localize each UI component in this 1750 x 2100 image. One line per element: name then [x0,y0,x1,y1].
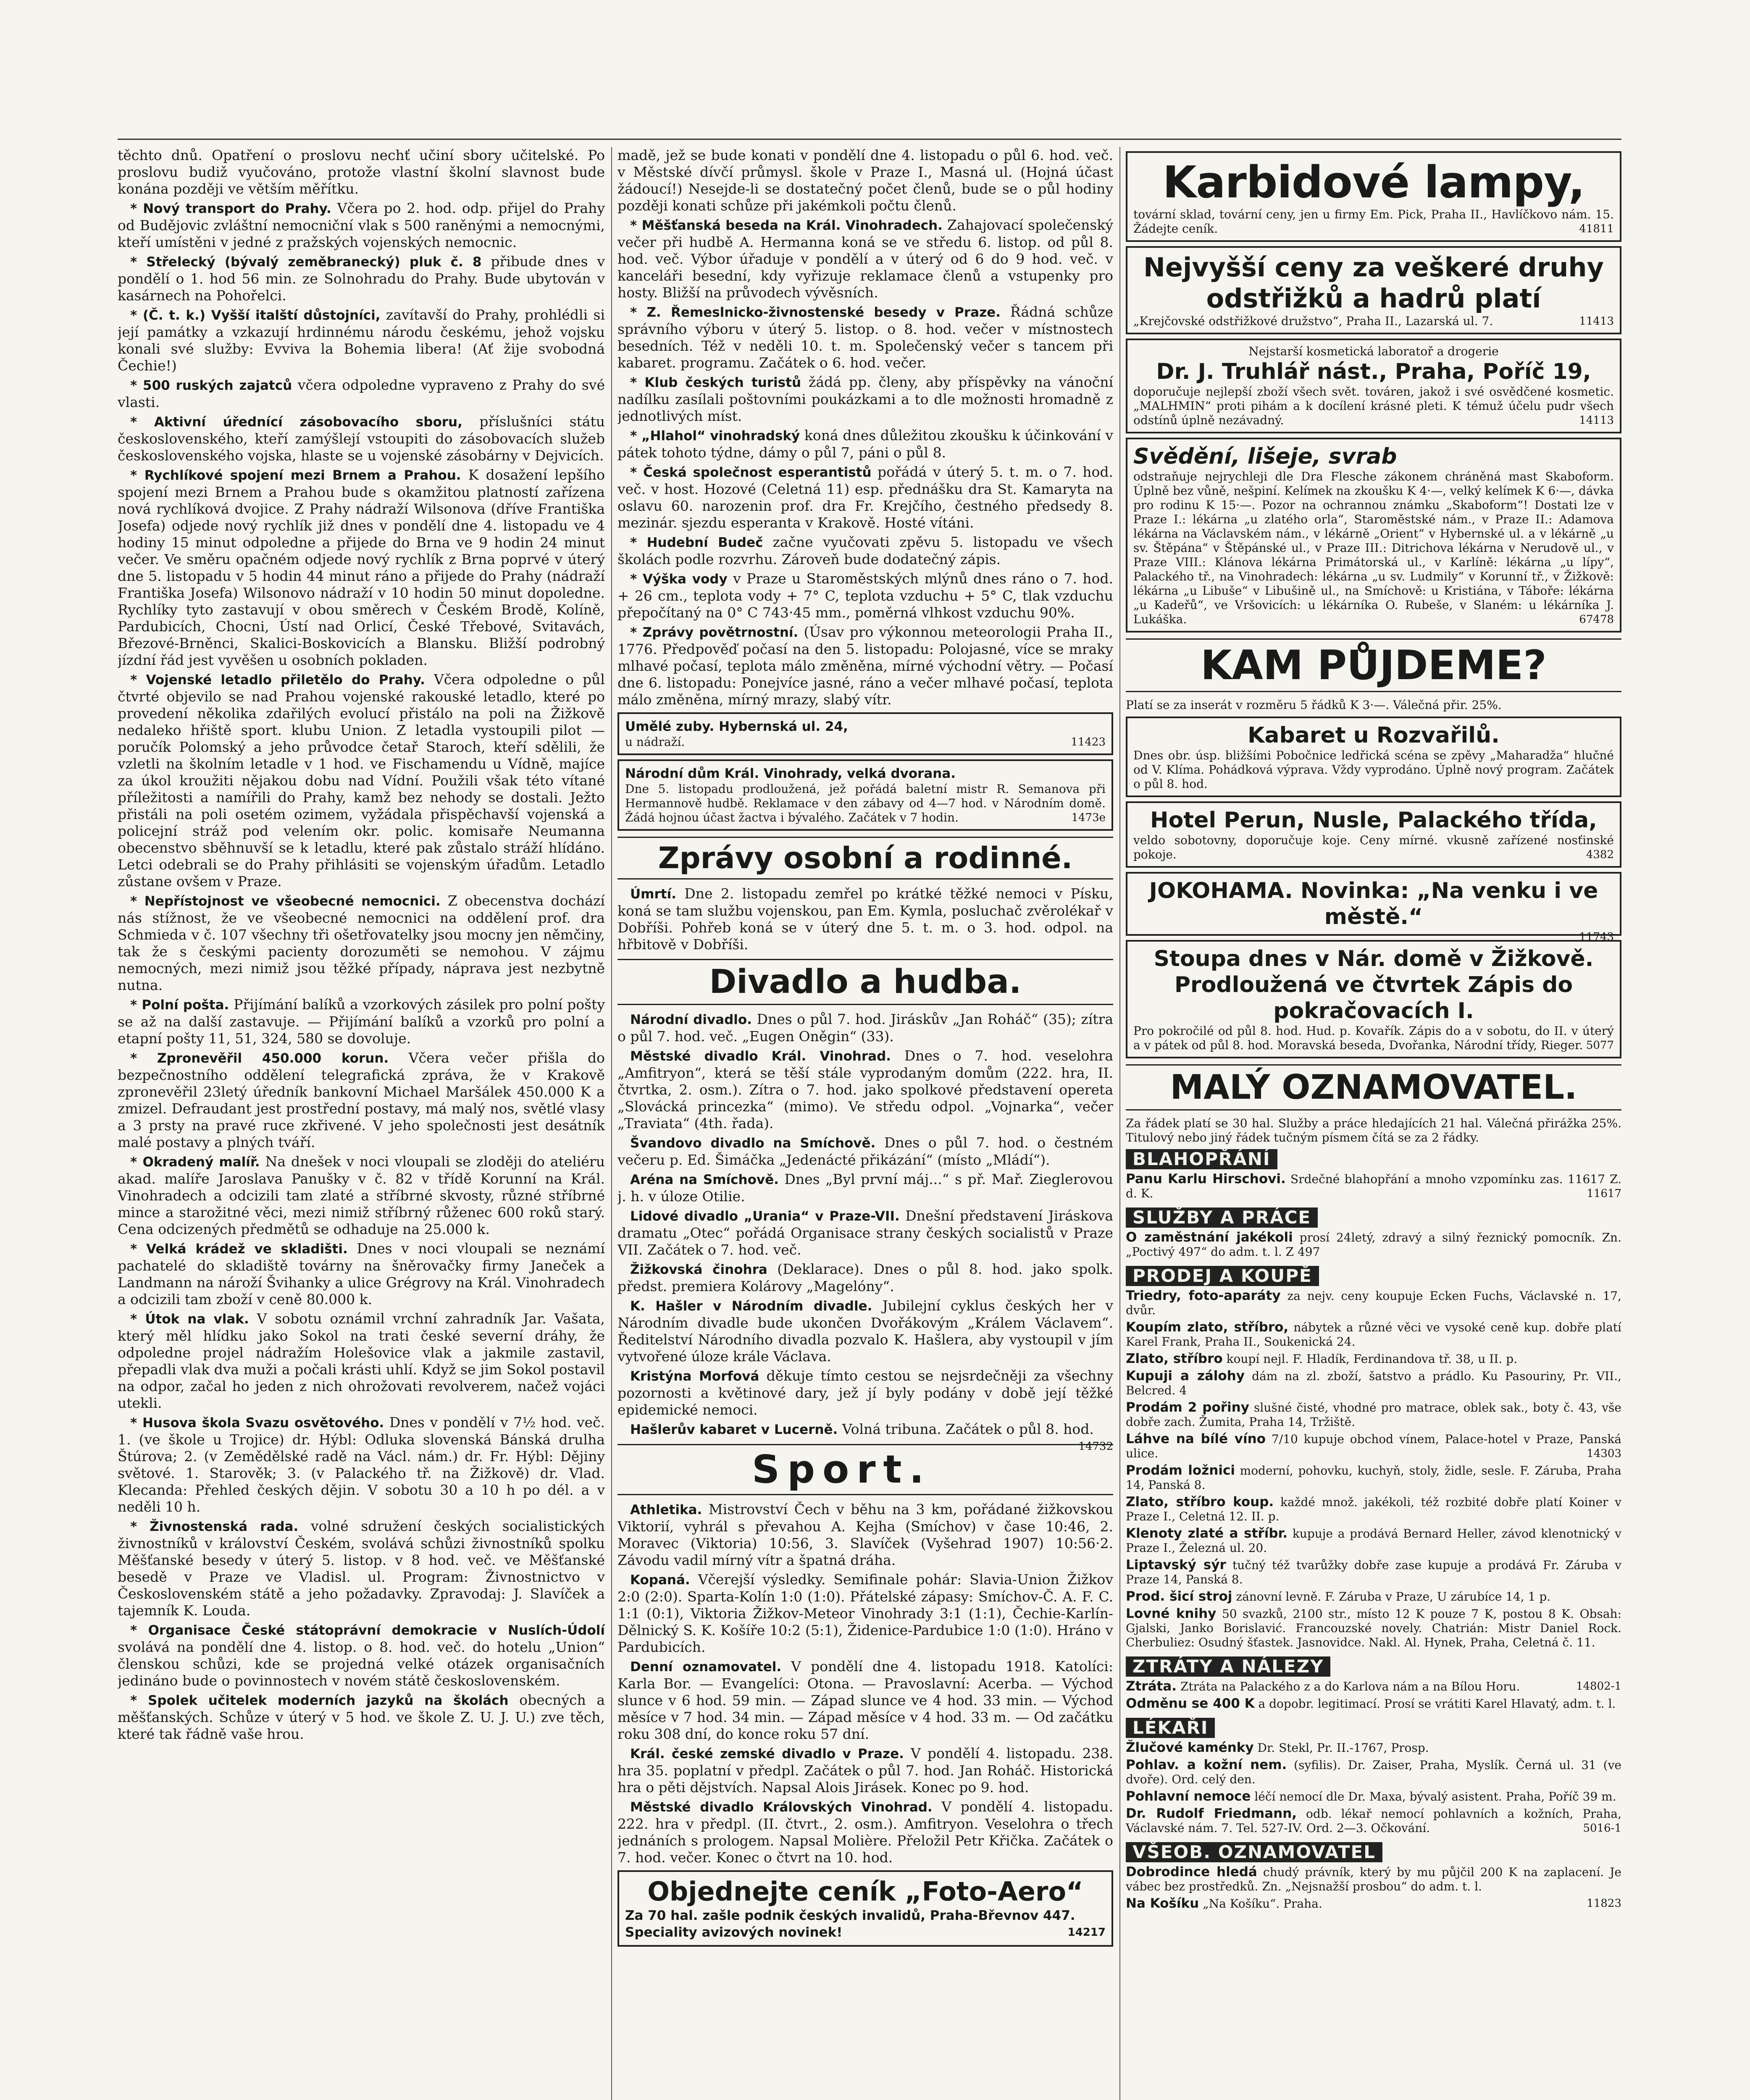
news-item [617,217,1113,301]
news-item-heading: * Zprávy povětrnostní. [630,625,799,640]
column-3 [1126,147,1621,2100]
personal-news-heading: Zprávy osobní a rodinné. [617,837,1113,879]
news-item [617,534,1113,568]
news-item-heading: * Husova škola Svazu osvětového. [130,1415,384,1431]
sport-news [617,1501,1113,1656]
theatre-programme [617,1745,1113,1866]
theatre-item-text: Volná tribuna. Začátek o půl 8. hod. [842,1421,1094,1437]
news-item-text: koná dnes důležitou zkoušku k účinkování v pátek tohoto týdne, dámy o půl 7, páni o půl 8. [617,427,1113,461]
classified-ad [1126,1400,1621,1429]
karbid-ad-number: 41811 [1579,223,1614,235]
news-item-text: Dnes v noci vloupali se neznámí pachatelé do skladiště továrny na šněrovačky firmy Janeček a Landmann na nároží Švihanky a ulice Grégrovy na Král. Vinohradech a odcizili tam zboží v ceně 80.000 k. [118,1240,605,1307]
news-item-text: Včera odpoledne o půl čtvrté objevilo se nad Prahou vojenské rakouské letadlo, které po provedení několika zdařilých evolucí přistálo na poli na Žižkově nedaleko hřiště sport. klubu Union. Z letadla vystoupili pilot — poručík Polomský a jeho průvodce četař Staroch, kteří sdělili, že vzletli na školním letadle v 1 hod. ve Fischamendu u Vídně, majíce za úkol kroužiti nějakou dobu nad Vídní. Použili však této vítané příležitosti a namířili do Prahy, kamž bez nehody se dostali. Ježto přistáli na poli osetém ozimem, vyžádala přispěchavší vojenská a policejní stráž pod velením okr. polic. komisaře Neumanna obecenstvo sběhnuvší se k letadlu, které pak zůstalo stráží hlídáno. Letci odebrali se do Prahy přihlásiti se vojenským úřadům. Letadlo zůstane ovšem v Praze. [118,671,605,890]
news-item-text: v Praze u Staroměstských mlýnů dnes ráno o 7. hod. + 26 cm., teplota vody + 7° C, teplota vzduchu + 5° C, tlak vzduchu přepočítaný na 0° C 743·45 mm., poměrná vlhkost vzduchu 90%. [617,570,1113,621]
news-item [118,1692,605,1743]
classified-ad-heading: Na Košíku [1126,1896,1199,1911]
theatre-item-heading: Lidové divadlo „Urania“ v Praze-VII. [630,1209,900,1224]
news-item-text: Včera večer přišla do bezpečnostního oddělení telegrafická zpráva, že v Krakově zpronevěřil 23letý úředník bankovní Michael Maršálek 450.000 K a zmizel. Defraudant jest prostřední postavy, má malý nos, světlé vlasy a 3 prsty na pravé ruce zkřivené. V jeho společnosti jest desátník malé postavy a plných tváří. [118,1050,605,1150]
news-item-heading: * Hudební Budeč [630,535,763,550]
classified-ad-text: tučný též tvarůžky dobře zase kupuje a prodává Fr. Záruba v Praze 14, Panská 8. [1126,1558,1621,1586]
news-item-text: začne vyučovati zpěvu 5. listopadu ve všech školách podle rozvrhu. Zároveň bude dodatečný zápis. [617,534,1113,567]
theatre-item [617,1297,1113,1365]
news-item [118,413,605,464]
entertainment-ad [1126,940,1621,1058]
news-item-heading: * Útok na vlak. [130,1312,249,1327]
karbid-ad-body: tovární sklad, tovární ceny, jen u firmy Em. Pick, Praha II., Havlíčkovo nám. 15. Žádejte ceník. [1133,207,1614,236]
news-item-heading: * Klub českých turistů [630,375,801,390]
skaboform-ad-body: odstraňuje nejrychleji dle Dra Flesche zákonem chráněná mast Skaboform. Úplně bez vůně, nešpiní. Kelímek na zkoušku K 4·—, velký kelímek K 6·—, dávka pro rodinu K 15·—. Pozor na ochrannou známku „Skaboform“! Dostati lze v Praze I.: lékárna „u zlatého orla“, Staroměstské nám., v Praze II.: Adamova lékárna na Václavském nám., v lékárně „Orient“ v Hybernské ul. a v lékárně „u sv. Štěpána“ v Štěpánské ul., v Praze III.: Ditrichova lékárna v Nerudově ul., v Praze VIII.: Klánova lékárna Primátorská ul., v Karlíně: lékárna „u lípy“, Palackého tř., na Vinohradech: lékárna „u sv. Ludmily“ v Korunní tř., v Žižkově: lékárna „u Libuše“ v Libušině ul., na Smíchově: u Kristiána, v Táboře: lékárna „u Kadeřů“, ve Vršovicích: u lékárníka O. Rubeše, v Slaném: u lékárníka J. Lukáška. [1133,470,1614,626]
classified-ad-heading: Prodám ložnici [1126,1463,1235,1478]
column-divider [1119,147,1120,2100]
news-item-text: svolává na pondělí dne 4. listop. o 8. hod. več. do hotelu „Union“ členskou schůzi, kde se projedná velké otázek organisačních jedináno bude o povinnostech v novém státě československém. [118,1639,605,1689]
entertainment-ad-number: 5077 [1586,1039,1614,1052]
classified-ad [1126,1589,1621,1604]
classified-ad-heading: Ztráta. [1126,1679,1177,1694]
theatre-item [617,1208,1113,1258]
news-item-text: Z obecenstva dochází nás stížnost, že ve všeobecné nemocnici na oddělení prof. dra Schmieda v č. 107 všechny tři ošetřovatelky jsou mocny jen němčiny, tak že s českými pacienty dorozuměti se nemohou. V zájmu nemocných, mezi nimiž jsou těžké případy, náprava jest nezbytně nutna. [118,892,605,993]
news-item [118,467,605,669]
news-item [118,1622,605,1689]
entertainment-ad-title: Stoupa dnes v Nár. domě v Žižkově. Prodloužená ve čtvrtek Zápis do pokračovacích I. [1154,946,1594,1024]
karbid-ad [1126,151,1621,242]
column-1-articles [118,200,605,1743]
classified-ad-heading: Prod. šicí stroj [1126,1589,1232,1604]
news-item-text: zavítavší do Prahy, prohlédli si její památky a vzkazují hrdinnému národu českému, jehož vojsku konali své služby: Evviva la Bohemia libera! (Ať žije svobodná Čechie!) [118,307,605,374]
classified-category-banner: PRODEJ A KOUPĚ [1126,1266,1319,1286]
entertainment-ad-title: JOKOHAMA. Novinka: „Na venku i ve městě.“ [1149,878,1598,929]
classified-ad-heading: Láhve na bílé víno [1126,1431,1266,1446]
entertainment-ad-text [1133,833,1614,862]
news-item-text: Zahajovací společenský večer při hudbě A. Hermanna koná se ve středu 6. listop. od půl 8. hod. več. Výbor úřaduje v pondělí a v úterý od 6 do 9 hod. več. v kanceláři besední, kdy vyřizuje reklamace členů a vstupenky pro hosty. Bližší na průvodech vývěsních. [617,217,1113,301]
display-ad-number: 11423 [1071,736,1106,748]
theatre-item-heading: Městské divadlo Král. Vinohrad. [630,1049,891,1064]
theatre-item-heading: Žižkovská činohra [630,1262,767,1277]
classified-ad-number: 14303 [1587,1447,1621,1460]
news-item-heading: * Výška vody [630,572,728,587]
programme-item-heading: Král. české zemské divadlo v Praze. [630,1746,904,1761]
classified-ad-heading: Dobrodince hledá [1126,1864,1257,1880]
news-item [617,427,1113,461]
news-item-text: pořádá v úterý 5. t. m. o 7. hod. več. v host. Hozové (Celetná 11) esp. přednášku dra St. Kamaryta na oslavu 60. narozenin prof. dra Fr. Krejčího, čestného předsedy 8. mezinár. sjezdu esperanta v Krakově. Hosté vítáni. [617,464,1113,531]
classified-ad-text: 50 svazků, 2100 str., místo 12 K pouze 7 K, postou 8 K. Obsah: Gjalski, Janko Borislavić. Francouzské novely. Chatrián: Mistr Daniel Rock. Cherbuliez: Osudný šťastek. Jasnovidce. Nakl. Al. Hynek, Praha, Celetná č. 11. [1126,1607,1621,1649]
entertainment-ad-body: Dnes obr. úsp. bližšími Pobočnice ledřická scéna se zpěvy „Maharadža“ hlučné od V. Klíma. Pohádková výprava. Vždy vyprodáno. Úplně nový program. Začátek o půl 8. hod. [1133,748,1614,791]
sport-heading: Sport. [617,1444,1113,1495]
skaboform-ad-title: Svědění, lišeje, svrab [1133,444,1397,469]
theatre-item-text: Dnešní představení Jiráskova dramatu „Otec“ pořádá Organisace strany českých socialistů v Praze VII. Začátek o 7. hod. več. [617,1208,1113,1258]
theatre-item [617,1171,1113,1205]
news-item [617,374,1113,425]
programme-item [617,1798,1113,1866]
theatre-heading: Divadlo a hudba. [617,959,1113,1005]
news-item-heading: * Rychlíkové spojení mezi Brnem a Prahou. [130,468,461,483]
news-item [118,892,605,994]
hadry-ad-number: 11413 [1579,315,1614,328]
entertainment-ad [1126,801,1621,868]
classified-category-banner: BLAHOPŘÁNÍ [1126,1149,1277,1169]
classified-ad [1126,1865,1621,1894]
theatre-item-heading: Hašlerův kabaret v Lucerně. [630,1422,838,1437]
skaboform-ad-number: 67478 [1579,613,1614,626]
news-item-text: Na dnešek v noci vloupali se zloději do ateliéru akad. malíře Jaroslava Panušky v č. 82 v třídě Korunní na Král. Vinohradech a odcizili tam zlaté a stříbrné skvosty, různé stříbrné mince a starožitné věci, mezi nimiž stříbrný růženec 600 roků starý. Cena odcizených předmětů se odhaduje na 25.000 k. [118,1153,605,1237]
news-item [617,624,1113,708]
entertainment-ad-number: 4382 [1586,848,1614,861]
theatre-news [617,1011,1113,1453]
classified-ad [1126,1679,1621,1694]
classified-ad [1126,1806,1621,1835]
news-item [118,200,605,251]
news-item-heading: * Česká společnost esperantistů [630,465,872,480]
classified-ad-text: nábytek a různé věci ve vysoké ceně kup. dobře platí Karel Frank, Praha II., Soukenická 24. [1126,1320,1621,1349]
sport-item-text: Včerejší výsledky. Semifinale pohár: Slavia-Union Žižkov 2:0 (2:0). Sparta-Kolín 1:0 (1:0). Přátelské zápasy: Smíchov-Č. A. F. C. 1:1 (0:1), Viktoria Žižkov-Meteor Vinohrady 3:1 (1:1), Čechie-Karlín-Dělnický S. K. Košíře 10:2 (5:1), Židenice-Pardubice 1:0 (1:0). Hráno v Pardubicích. [617,1571,1113,1655]
column-1 [118,147,605,2100]
classified-ad-heading: Odměnu se 400 K [1126,1696,1255,1711]
news-item-text: včera odpoledne vypraveno z Prahy do své vlasti. [118,377,605,410]
entertainment-ad [1126,872,1621,943]
classified-ad-text: odb. lékař nemocí pohlavních a kožních, Praha, Václavské nám. 7. Tel. 527-IV. Ord. 2—3. Očkování. [1126,1807,1621,1835]
truhlar-ad-kicker: Nejstarší kosmetická laboratoř a drogerie [1248,344,1499,358]
news-item-heading: * Spolek učitelek moderních jazyků na školách [130,1693,509,1708]
classified-ad [1126,1789,1621,1804]
news-item-heading: * Aktivní úřednící zásobovacího sboru, [130,415,462,430]
personal-item-heading: Úmrtí. [630,887,676,902]
theatre-item-heading: Aréna na Smíchově. [630,1172,779,1187]
top-rule [118,139,1621,140]
maly-oznamovatel-heading: MALÝ OZNAMOVATEL. [1126,1064,1621,1110]
display-ad-body: Dne 5. listopadu prodloužená, jež pořádá baletní mistr R. Semanova při Hermannově hudbě. Reklamace v den zábavy od 4—7 hod. v Národním domě. Žádá hojnou účast žactva i bývalého. Začátek v 7 hodin. [625,782,1106,824]
karbid-ad-text [1133,207,1614,236]
theatre-item-text: Jubilejní cyklus českých her v Národním divadle bude ukončen Dvořákovým „Králem Václavem“. Ředitelství Národního divadla pozvalo K. Hašlera, aby vystoupil v jím vytvořené úloze krále Václava. [617,1297,1113,1365]
theatre-item [617,1134,1113,1168]
classified-ad-heading: O zaměstnání jakékoli [1126,1230,1293,1245]
cenik-ad-tagline [625,1924,1106,1941]
theatre-item-text: (Deklarace). Dnes o půl 8. hod. jako spolk. předst. premiera Kolárovy „Magelóny“. [617,1261,1113,1294]
news-item [118,1153,605,1238]
classified-ad-heading: Liptavský sýr [1126,1557,1226,1572]
karbid-ad-title: Karbidové lampy, [1162,157,1585,208]
theatre-item-heading: K. Hašler v Národním divadle. [630,1299,872,1314]
programme-item-text: V pondělí 4. listopadu. 222. hra v předpl. (II. čtvrt., 2. osm.). Amfitryon. Veselohra o třech jednáních s prologem. Napsal Molière. Přeložil Petr Křička. Začátek o 7. hod. večer. Konec o čtvrt na 10. hod. [617,1798,1113,1866]
theatre-item-heading: Národní divadlo. [630,1012,752,1027]
truhlar-ad-body: doporučuje nejlepší zboží všech svět. továren, jakož i své osvědčené kosmetic. „MALHMIN“ proti pihám a k docílení krásné pleti. K témuž účelu pudr všech odstínů úplně nezávadný. [1133,385,1614,427]
classified-ad-text: (syfilis). Dr. Zaiser, Praha, Myslík. Černá ul. 31 (ve dvoře). Ord. celý den. [1126,1758,1621,1786]
classified-ad-number: 5016-1 [1583,1822,1621,1835]
classified-ad-text: zánovní levně. F. Záruba v Praze, U zárubíce 14, 1 p. [1236,1590,1551,1604]
news-item-heading: * Zpronevěřil 450.000 korun. [130,1051,389,1066]
display-ad-number: 1473e [1071,811,1106,824]
entertainment-ad-body: Pro pokročilé od půl 8. hod. Hud. p. Kovařík. Zápis do a v sobotu, do II. v úterý a v pátek od půl 8. hod. Moravská beseda, Dvořanka, Národní třídy, Rieger. [1133,1024,1614,1052]
classified-ad-number: 14802-1 [1576,1680,1621,1693]
sport-item [617,1501,1113,1569]
display-ad-body: u nádraží. [625,735,685,749]
classified-ad-text: dám na zl. zboží, šatstvo a prádlo. Ku Pasouriny, Pr. VII., Belcred. 4 [1126,1369,1621,1397]
kam-pujdeme-subtitle: Platí se za inserát v rozměru 5 řádků K 3·—. Válečná přir. 25%. [1126,698,1502,712]
column-2-intro: madě, jež se bude konati v pondělí dne 4. listopadu o půl 6. hod. več. v Městské dívčí průmysl. škole v Praze I., Masná ul. (Hojná účast žádoucí!) Nesejde-li se dostatečný počet členů, bude se o půl hodiny později konati schůze při jakémkoli počtu členů. [617,147,1113,214]
classified-ad-text: kupuje a prodává Bernard Heller, závod klenotnický v Praze I., Železná ul. 20. [1126,1527,1621,1555]
news-item [118,1518,605,1619]
classified-ad-text: za nejv. ceny koupuje Ecken Fuchs, Václavské n. 17, dvůr. [1126,1289,1621,1317]
entertainment-ad-title: Hotel Perun, Nusle, Palackého třída, [1150,808,1597,833]
display-ad [617,759,1113,831]
classified-ad-text: „Na Košíku“. Praha. [1203,1897,1322,1911]
news-item [118,307,605,374]
programme-item-heading: Městské divadlo Královských Vinohrad. [630,1800,933,1815]
cenik-ad-title: Objednejte ceník „Foto-Aero“ [647,1876,1083,1907]
classified-ad [1126,1696,1621,1711]
classified-ad-text: Dr. Stekl, Pr. II.-1767, Prosp. [1257,1741,1429,1755]
hadry-ad [1126,246,1621,334]
news-item-text: Dnes v pondělí v 7½ hod. več. 1. (ve škole u Trojice) dr. Hýbl: Odluka slovenská Bánská drulha Štúrova; 2. (v Zemědělské radě na Václ. nám.) dr. Fr. Hýbl: Dějiny světové. 1. Starověk; 3. (v Palackého tř. na Žižkově) dr. Vlad. Klecanda: Přehled českých dějin. V sobotu 30 a 10 h po dél. a v neděli 10 h. [118,1414,605,1515]
column-2 [617,147,1113,2100]
classified-ad-heading: Panu Karlu Hirschovi. [1126,1171,1286,1186]
classified-category-banner: ZTRÁTY A NÁLEZY [1126,1656,1330,1677]
theatre-item-text: Dnes „Byl první máj...“ s př. Mař. Zieglerovou j. h. v úloze Otilie. [617,1171,1113,1205]
display-ad-title: Národní dům Král. Vinohrady, velká dvorana. [625,766,956,781]
classified-ad-number: 11823 [1587,1897,1621,1910]
news-item [617,464,1113,531]
theatre-item-text: děkuje tímto cestou se nejsrdečněji za všechny pozornosti a květinové dary, jež jí byly podány v době její těžké epidemické nemoci. [617,1368,1113,1418]
hadry-ad-body: „Krejčovské odstřižkové družstvo“, Praha II., Lazarská ul. 7. [1133,314,1493,328]
theatre-item-number: 14732 [1078,1440,1113,1453]
truhlar-ad-title: Dr. J. Truhlář nást., Praha, Poříč 19, [1156,359,1591,384]
truhlar-ad-number: 14113 [1579,414,1614,427]
classified-ad-heading: Kupuji a zálohy [1126,1368,1245,1383]
entertainment-ad-title: Kabaret u Rozvařilů. [1248,723,1500,748]
truhlar-ad-text [1133,385,1614,428]
classified-ad [1126,1432,1621,1461]
classified-ad-heading: Triedry, foto-aparáty [1126,1288,1281,1303]
theatre-item [617,1047,1113,1132]
news-item-heading: * Okradený malíř. [130,1155,260,1170]
news-item [118,671,605,890]
classified-category-banner: VŠEOB. OZNAMOVATEL [1126,1842,1382,1862]
classified-ad-heading: Klenoty zlaté a stříbr. [1126,1526,1288,1541]
news-item-text: Řádná schůze správního výboru v úterý 5. listop. o 8. hod. večer v místnostech besedních. Též v neděli 10. t. m. Společenský večer s tancem při kabaret. programu. Začátek o 6. hod. večer. [617,304,1113,371]
personal-item [617,885,1113,953]
cenik-ad-slogan: Speciality avizových novinek! [625,1925,843,1940]
classified-ad [1126,1495,1621,1524]
personal-item-text: Dne 2. listopadu zemřel po krátké těžké nemoci v Písku, koná se tam službu vojenskou, pan Em. Kymla, posluchač zvěrolékař v Dobříši. Pohřeb koná se v úterý dne 5. t. m. o 3. hod. odpol. na hřbitově v Dobříši. [617,885,1113,953]
classified-ad [1126,1558,1621,1587]
display-ad-title: Umělé zuby. Hybernská ul. 24, [625,719,848,734]
news-item [118,253,605,304]
sport-item-text: Mistrovství Čech v běhu na 3 km, pořádané žižkovskou Viktorií, vyhrál s převahou A. Kejha (Smíchov) v čase 10:46, 2. Moravec (Viktoria) 10:56, 3. Slavíček (Vyšehrad 1907) 10:56·2. Závodu vadil mírný vítr a špatná dráha. [617,1501,1113,1568]
classified-ad [1126,1463,1621,1492]
news-item-text: příslušníci státu československého, kteří zamýšlejí vstoupiti do zásobovacích služeb československého vojska, hlaste se u vojenské zásobárny v Dejvicích. [118,413,605,464]
classified-ad-text: moderní, pohovku, kuchyň, stoly, židle, sesle. F. Záruba, Praha 14, Panská 8. [1126,1464,1621,1492]
classified-ad-text: každé množ. jakékoli, též rozbité dobře platí Koiner v Praze I., Celetná 12. II. p. [1126,1495,1621,1523]
daily-calendar [617,1658,1113,1743]
classified-ad-heading: Pohlav. a kožní nem. [1126,1757,1287,1772]
sport-item-heading: Athletika. [630,1502,702,1517]
classified-ad-text: a dopobr. legitimací. Prosí se vrátiti Karel Hlavatý, adm. t. l. [1258,1697,1616,1711]
classified-ad-heading: Lovné knihy [1126,1606,1217,1621]
theatre-item-heading: Kristýna Morfová [630,1369,759,1384]
news-item-heading: * Z. Řemeslnicko-živnostenské besedy v Praze. [630,305,1001,320]
classified-ad-text: slušné čisté, vhodné pro matrace, oblek sak., boty č. 43, vše dobře zach. Žumita, Praha 14, Tržiště. [1126,1401,1621,1429]
news-item-heading: * 500 ruských zajatců [130,378,292,393]
news-item [617,570,1113,621]
cenik-ad-number: 14217 [1067,1926,1106,1939]
classified-ad-text: Ztráta na Palackého z a do Karlova nám a na Bílou Horu. [1180,1680,1520,1693]
news-item-heading: * Živnostenská rada. [130,1519,299,1534]
theatre-item [617,1368,1113,1418]
classified-ad-text: Srdečné blahopřání a mnoho vzpomínku zas. 11617 Z. d. K. [1126,1172,1621,1200]
truhlar-ad [1126,339,1621,433]
news-item-text: V sobotu oznámil vrchní zahradník Jar. Vašata, který měl hlídku jako Sokol na trati české severní dráhy, že odpoledne projel nádražím Holešovice vlak a jakmile zastavil, přepadli vlak dva muži a počali krásti uhlí. Když se jim Sokol postavil na odpor, začal ho jeden z nich ohrožovati revolverem, načež vojáci utekli. [118,1310,605,1411]
programme-item-text: V pondělí 4. listopadu. 238. hra 35. poplatní v předpl. Začátek o půl 7. hod. Jan Roháč. Historická hra o pěti dějstvích. Napsal Alois Jirásek. Konec po 9. hod. [617,1745,1113,1796]
theatre-item-text: Dnes o půl 7. hod. o čestném večeru p. Ed. Šimáčka „Jedenácté přikázání“ (místo „Mládí“). [617,1134,1113,1168]
entertainment-ad [1126,717,1621,797]
theatre-item-text: Dnes o 7. hod. veselohra „Amfitryon“, která se těší stále vyprodaným domům (222. hra, II. čtvrtka, 2. osm.). Zítra o 7. hod. jako spolkové představení opereta „Slovácká princezka“ (mimo). Ve středu odpol. „Vojnarka“, večer „Traviata“ (4th. řada). [617,1047,1113,1131]
cenik-ad [617,1870,1113,1947]
classifieds [1126,1145,1621,1911]
news-item [617,304,1113,371]
news-item-heading: * Nepřístojnost ve všeobecné nemocnici. [130,894,441,909]
news-item-heading: * Vojenské letadlo přiletělo do Prahy. [130,672,425,688]
calendar-item-text: V pondělí dne 4. listopadu 1918. Katolíci: Karla Bor. — Evangelíci: Otona. — Pravoslavní: Acerba. — Východ slunce v 6 hod. 59 min. — Západ slunce ve 4 hod. 33 min. — Východ měsíce v 7 hod. 34 min. — Západ měsíce v 4 hod. 33 m. — Od začátku roku 308 dní, do konce roku 57 dní. [617,1658,1113,1742]
column-1-intro: těchto dnů. Opatření o proslovu nechť učiní sbory učitelské. Po proslovu budiž vyučováno, protože vlastní školní slavnost bude konána později ve větším měřítku. [118,147,605,197]
classified-ad [1126,1369,1621,1398]
news-item-heading: * Velká krádež ve skladišti. [130,1242,348,1257]
news-item [118,996,605,1047]
calendar-item-heading: Denní oznamovatel. [630,1659,782,1675]
classified-ad-heading: Zlato, stříbro [1126,1351,1223,1366]
classified-ad-heading: Dr. Rudolf Friedmann, [1126,1806,1297,1821]
theatre-item [617,1421,1113,1453]
display-ad-text [625,735,1106,749]
news-item-heading: * Organisace České státoprávní demokracie v Nuslích-Údolí [130,1623,605,1638]
classified-ad [1126,1606,1621,1650]
classified-ad-number: 11617 [1587,1187,1621,1200]
news-item [118,1050,605,1151]
news-item [118,1414,605,1515]
news-item-heading: * Měšťanská beseda na Král. Vinohradech. [630,218,943,233]
column-2-ads [617,712,1113,831]
news-item-heading: * Polní pošta. [130,998,229,1013]
news-item-heading: * Střelecký (bývalý zeměbranecký) pluk č. 8 [130,255,482,270]
classified-ad-text: léčí nemocí dle Dr. Maxa, bývalý asistent. Praha, Poříč 39 m. [1254,1790,1616,1803]
classified-ad-heading: Prodám 2 pořiny [1126,1400,1249,1415]
news-item-heading: * (Č. t. k.) Vyšší italští důstojníci, [130,308,381,323]
classified-ad-heading: Pohlavní nemoce [1126,1789,1251,1804]
classified-ad [1126,1740,1621,1755]
maly-oznamovatel-subtitle: Za řádek platí se 30 hal. Služby a práce hledajících 21 hal. Válečná přirážka 25%. Titulový nebo jiný řádek tučným písmem čítá se za 2 řádky. [1126,1116,1621,1144]
classified-ad [1126,1320,1621,1349]
news-item [118,1240,605,1308]
theatre-item-heading: Švandovo divadlo na Smíchově. [630,1136,876,1151]
cenik-ad-text: Za 70 hal. zašle podnik českých invalidů, Praha-Břevnov 447. [625,1908,1075,1923]
column-2-articles [617,217,1113,708]
news-item [118,1310,605,1412]
classified-ad-text: prosí 24letý, zdravý a silný řeznický pomocník. Zn. „Poctivý 497“ do adm. t. l. Z 497 [1126,1231,1621,1259]
theatre-item [617,1011,1113,1045]
personal-news [617,885,1113,953]
news-item-text: přibude dnes v pondělí o 1. hod 56 min. ze Solnohradu do Prahy. Bude ubytován v kasárnech na Pohořelci. [118,253,605,304]
classified-category-banner: LÉKAŘI [1126,1718,1215,1738]
entertainment-ad-body: veldo sobotovny, doporučuje koje. Ceny mírné. vkusně zařízené nosťinské pokoje. [1133,833,1614,861]
sport-item-heading: Kopaná. [630,1572,690,1588]
news-item-text: Přijímání balíků a vzorkových zásilek pro polní pošty se až na další zastavuje. — Přijímání balíků a vzorků pro polní a etapní pošty 11, 51, 324, 580 se dovoluje. [118,996,605,1047]
news-item-text: žádá pp. členy, aby příspěvky na vánoční nadílku zasílali poštovními poukázkami a to dle možnosti hromadně z jednotlivých míst. [617,374,1113,424]
news-item-text: (Úsav pro výkonnou meteorologii Praha II., 1776. Předpověď počasí na den 5. listopadu: Polojasné, více se mraky mlhavé počasí, teplota málo změněna, mírné východní větry. — Počasí dne 6. listopadu: Ponejvíce jasné, ráno a večer mlhavé počasí, teplota málo změněna, mírný mrazy, slabý vítr. [617,624,1113,708]
programme-item [617,1745,1113,1796]
news-item-heading: * „Hlahol“ vinohradský [630,428,800,444]
hadry-ad-title: Nejvyšší ceny za veškeré druhy odstřižků a hadrů platí [1143,252,1604,314]
theatre-item-text: Dnes o půl 7. hod. Jiráskův „Jan Roháč“ (35); zítra o půl 7. hod. več. „Eugen Oněgin“ (33). [617,1011,1113,1045]
news-item-text: obecných a měšťanských. Schůze v úterý v 5 hod. ve škole Z. U. J. U.) zve těch, které tak řádně vaše hrou. [118,1692,605,1742]
entertainment-ad-text [1133,748,1614,791]
classified-ad-text: koupí nejl. F. Hladík, Ferdinandova tř. 38, u II. p. [1226,1352,1517,1366]
display-ad-text [625,782,1106,825]
classified-ad [1126,1230,1621,1259]
classified-ad [1126,1758,1621,1787]
column-divider [611,147,612,2100]
classified-ad [1126,1526,1621,1555]
classified-ad [1126,1352,1621,1366]
hadry-ad-text [1133,314,1614,328]
classified-ad-heading: Žlučové kaménky [1126,1740,1254,1755]
skaboform-ad-text [1133,470,1614,627]
classified-ad [1126,1172,1621,1201]
classified-ad-heading: Koupím zlato, stříbro, [1126,1320,1289,1335]
calendar-item [617,1658,1113,1743]
entertainment-ad-number: 11743 [1579,931,1614,943]
entertainment-ad-text [1133,1024,1614,1053]
classified-ad [1126,1896,1621,1911]
skaboform-ad [1126,438,1621,633]
classified-ad-text: 7/10 kupuje obchod vínem, Palace-hotel v Praze, Panská ulice. [1126,1432,1621,1460]
news-item-text: volné sdružení českých socialistických živnostníků v království Českém, svolává schůzi živnostníků spolku Měšťanské besedy v úterý 5. listop. v 8 hod. več. ve Měšťanské besedě v Praze ve Vladisl. ul. Program: Živnostnictvo v Československém státě a jeho požadavky. Zpravodaj: J. Slavíček a tajemník K. Louda. [118,1518,605,1619]
news-item-heading: * Nový transport do Prahy. [130,201,331,216]
classified-category-banner: SLUŽBY A PRÁCE [1126,1208,1318,1228]
classified-ad [1126,1289,1621,1318]
kam-pujdeme-ads [1126,717,1621,1058]
display-ad [617,712,1113,755]
classified-ad-text: chudý právník, který by mu půjčil 200 K na zaplacení. Je vábec bez prostředků. Zn. „Nejsnažší prosbou“ do adm. t. l. [1126,1865,1621,1893]
sport-item [617,1571,1113,1656]
theatre-item [617,1261,1113,1295]
news-item-text: Včera po 2. hod. odp. přijel do Prahy od Budějovic zvláštní nemocniční vlak s 500 raněnými a nemocnými, kteří umístěni v jedné z pražských vojenských nemocnic. [118,200,605,250]
news-item [118,377,605,411]
news-item-text: K dosažení lepšího spojení mezi Brnem a Prahou bude s okamžitou platností zařízena nová rychlíková dvojice. Z Prahy nádraží Wilsonova (dříve Františka Josefa) odjede nový rychlík již dnes v pondělí dne 4. listopadu ve 4 hodiny 15 minut odpoledne a přijede do Brna ve 9 hodin 24 minut večer. Ve směru opačném odjede nový rychlík z Brna poprvé v úterý dne 5. listopadu v 5 hodin 44 minut ráno a přijede do Prahy (nádraží Františka Josefa) Wilsonovo nádraží v 10 hodin 50 minut dopoledne. Rychlíky tyto zastavují v obou směrech v Českém Brodě, Kolíně, Pardubicích, Chocni, Ústí nad Orlicí, České Třebové, Svitavách, Březové-Brněnci, Skalici-Boskovicích a Blansku. Bližší podrobný jízdní řád jest vyvěšen u osobních pokladen. [118,467,605,668]
classified-ad-heading: Zlato, stříbro koup. [1126,1494,1274,1509]
kam-pujdeme-heading: KAM PŮJDEME? [1126,638,1621,692]
